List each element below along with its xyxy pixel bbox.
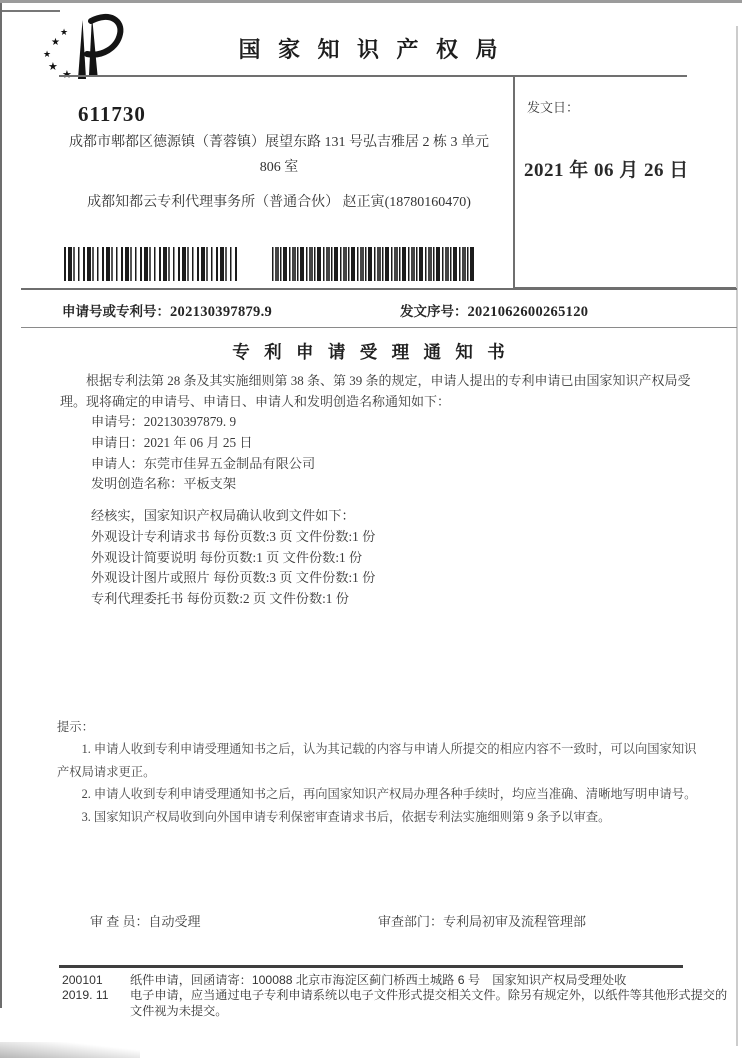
recipient-address: [46, 131, 512, 211]
scan-edge-top: [0, 0, 742, 3]
verify-line: 经核实，国家知识产权局确认收到文件如下：: [91, 508, 355, 523]
department-group: [378, 911, 586, 930]
svg-text:★: ★: [48, 61, 58, 73]
field-value: 东莞市佳昇五金制品有限公司: [143, 455, 316, 471]
field-label: 申请号：: [91, 414, 144, 429]
dispatch-date-value: 2021 年 06 月 26 日: [524, 160, 689, 181]
tip-item-3: 3. 国家知识产权局收到向外国申请专利保密审查请求书后，依据专利法实施细则第 9 条予以审查。: [81, 809, 611, 824]
field-invention-name: [91, 474, 315, 495]
footer-codes: [62, 973, 109, 1004]
svg-text:★: ★: [43, 49, 52, 59]
field-applicant: [91, 454, 315, 475]
scan-edge-left: [0, 3, 2, 1008]
footer-text: [130, 973, 730, 1019]
dispatch-date-label: 发文日：: [527, 100, 580, 115]
agency-title: 国 家 知 识 产 权 局: [238, 37, 504, 62]
footer-code-1: 200101: [62, 973, 103, 987]
footer-line-1: 纸件申请，回函请寄：100088 北京市海淀区蓟门桥西土城路 6 号 国家知识产权局受理处收: [130, 973, 627, 987]
recipient-address-line2: 806 室: [259, 160, 299, 175]
dispatch-date-box: [513, 77, 736, 289]
serial-number-value: 2021062600265120: [467, 304, 589, 320]
application-number-value: 202130397879.9: [170, 304, 273, 320]
tip-item-1: 1. 申请人收到专利申请受理通知书之后，认为其记载的内容与申请人所提交的相应内容不一致时，可以向国家知识产权局请求更正。: [57, 742, 697, 779]
tips-section: [57, 716, 702, 828]
examiner-group: [90, 911, 201, 930]
application-number-group: [62, 300, 272, 321]
department-value: 专利局初审及流程管理部: [443, 914, 587, 929]
footer-code-2: 2019. 11: [62, 988, 109, 1003]
examiner-value: 自动受理: [148, 914, 201, 929]
tips-title: 提示：: [57, 720, 94, 734]
department-label: 审查部门：: [378, 914, 444, 929]
footer-line-2: 电子申请，应当通过电子专利申请系统以电子文件形式提交相关文件。除另有规定外，以纸件等其他形式提交的: [130, 988, 728, 1003]
field-value: 2021 年 06 月 25 日: [143, 434, 253, 450]
divider-above-numbers: [21, 288, 737, 290]
document-item: 外观设计专利请求书 每份页数:3 页 文件份数:1 份: [91, 528, 376, 544]
serial-number-label: 发文序号：: [400, 304, 468, 319]
tip-item-2: 2. 申请人收到专利申请受理通知书之后，再向国家知识产权局办理各种手续时，均应当准确、清晰地写明申请号。: [81, 787, 697, 802]
scan-edge-right: [736, 26, 738, 1046]
field-application-date: [91, 433, 315, 454]
serial-number-group: [400, 300, 588, 321]
application-fields: [91, 412, 315, 495]
field-value: 平板支架: [183, 476, 237, 492]
field-label: 发明创造名称：: [91, 476, 184, 492]
document-item: 外观设计简要说明 每份页数:1 页 文件份数:1 份: [91, 549, 363, 565]
recipient-agent-line: 成都知都云专利代理事务所（普通合伙） 赵正寅(18780160470): [87, 195, 471, 210]
postal-code: 611730: [78, 102, 146, 126]
field-value: 202130397879. 9: [143, 414, 237, 429]
notice-intro-paragraph: 根据专利法第 28 条及其实施细则第 38 条、第 39 条的规定，申请人提出的专利申请已由国家知识产权局受理。现将确定的申请号、申请日、申请人和发明创造名称通知如下：: [60, 373, 691, 409]
application-number-label: 申请号或专利号：: [62, 304, 170, 319]
examiner-label: 审 查 员：: [90, 914, 149, 929]
scan-shadow-bottom-left: [0, 1042, 140, 1058]
field-label: 申请人：: [91, 455, 144, 471]
field-label: 申请日：: [91, 434, 144, 450]
footer-rule: [59, 965, 683, 968]
svg-text:★: ★: [51, 37, 60, 48]
field-application-no: [91, 412, 315, 433]
divider-below-numbers: [21, 327, 737, 328]
scan-edge-top-left: [2, 10, 60, 12]
barcode-left-icon: [64, 247, 238, 281]
document-item: 专利代理委托书 每份页数:2 页 文件份数:1 份: [91, 591, 349, 607]
notice-title: 专 利 申 请 受 理 通 知 书: [232, 342, 510, 362]
footer-line-3: 文件视为未提交。: [130, 1003, 228, 1018]
received-documents-list: [91, 506, 375, 610]
svg-text:★: ★: [60, 27, 69, 37]
barcode-right-icon: [272, 247, 474, 281]
document-item: 外观设计图片或照片 每份页数:3 页 文件份数:1 份: [91, 570, 376, 586]
recipient-address-line1: 成都市郫都区德源镇（菁蓉镇）展望东路 131 号弘吉雅居 2 栋 3 单元: [69, 135, 489, 150]
